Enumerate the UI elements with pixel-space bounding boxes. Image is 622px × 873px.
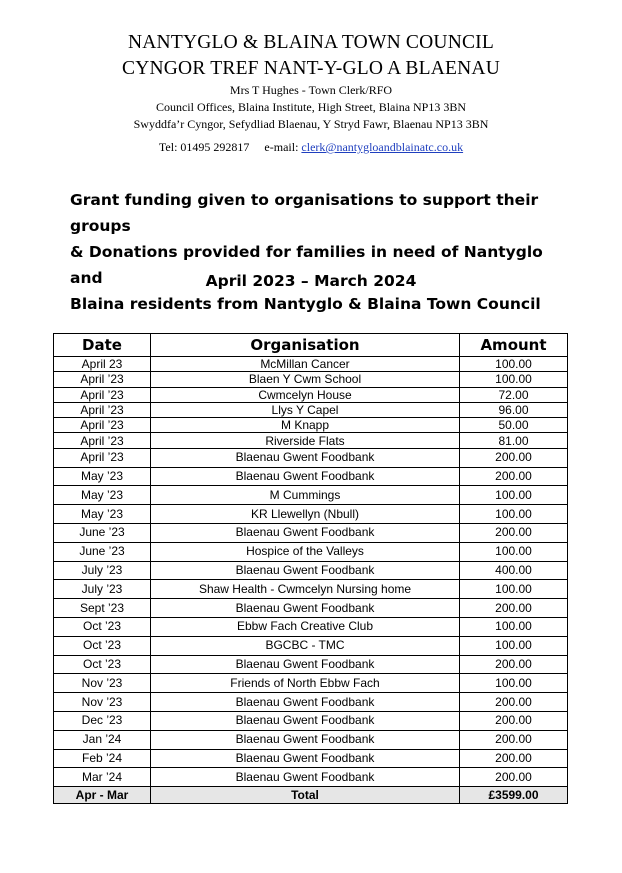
row-date: April ’23 xyxy=(54,418,151,433)
row-organisation: Blaenau Gwent Foodbank xyxy=(151,523,460,542)
row-amount: 100.00 xyxy=(460,505,568,524)
row-amount: 200.00 xyxy=(460,467,568,486)
row-organisation: Ebbw Fach Creative Club xyxy=(151,617,460,636)
row-date: Oct ’23 xyxy=(54,655,151,674)
row-date: Dec ’23 xyxy=(54,711,151,730)
council-name-welsh: CYNGOR TREF NANT-Y-GLO A BLAENAU xyxy=(121,58,500,79)
row-organisation: BGCBC - TMC xyxy=(151,636,460,655)
row-organisation: Llys Y Capel xyxy=(151,402,460,417)
letterhead xyxy=(0,30,622,156)
table-row xyxy=(54,402,568,417)
row-organisation: Riverside Flats xyxy=(151,433,460,448)
row-amount: 100.00 xyxy=(460,542,568,561)
row-organisation: Hospice of the Valleys xyxy=(151,542,460,561)
row-amount: 100.00 xyxy=(460,580,568,599)
header-amount: Amount xyxy=(460,334,568,357)
row-organisation: M Cummings xyxy=(151,486,460,505)
document-heading xyxy=(70,187,570,317)
row-amount: 200.00 xyxy=(460,655,568,674)
table-row xyxy=(54,617,568,636)
row-organisation: Blaenau Gwent Foodbank xyxy=(151,711,460,730)
total-row xyxy=(54,787,568,804)
table-row xyxy=(54,693,568,712)
row-date: May ’23 xyxy=(54,486,151,505)
table-row xyxy=(54,674,568,693)
table-row xyxy=(54,418,568,433)
row-organisation: Friends of North Ebbw Fach xyxy=(151,674,460,693)
row-organisation: Blaen Y Cwm School xyxy=(151,372,460,387)
row-amount: 200.00 xyxy=(460,730,568,749)
table-row xyxy=(54,655,568,674)
row-amount: 100.00 xyxy=(460,357,568,372)
row-date: April ’23 xyxy=(54,433,151,448)
table-row xyxy=(54,599,568,618)
row-date: April ’23 xyxy=(54,387,151,402)
heading-line-3: Blaina residents from Nantyglo & Blaina Town Council xyxy=(70,295,541,313)
table-row xyxy=(54,580,568,599)
header-date: Date xyxy=(54,334,151,357)
table-row xyxy=(54,448,568,467)
contact-line xyxy=(0,139,622,156)
email-link[interactable]: clerk@nantygloandblainatc.co.uk xyxy=(301,140,464,154)
row-organisation: Blaenau Gwent Foodbank xyxy=(151,448,460,467)
table-row xyxy=(54,357,568,372)
row-organisation: Shaw Health - Cwmcelyn Nursing home xyxy=(151,580,460,599)
table-header-row xyxy=(54,334,568,357)
table-row xyxy=(54,433,568,448)
telephone: Tel: 01495 292817 xyxy=(158,140,250,154)
row-date: July ’23 xyxy=(54,561,151,580)
row-amount: 200.00 xyxy=(460,749,568,768)
table-row xyxy=(54,505,568,524)
row-amount: 400.00 xyxy=(460,561,568,580)
row-amount: 100.00 xyxy=(460,372,568,387)
row-amount: 100.00 xyxy=(460,674,568,693)
row-organisation: Blaenau Gwent Foodbank xyxy=(151,655,460,674)
total-amount: £3599.00 xyxy=(460,787,568,804)
row-date: April ’23 xyxy=(54,372,151,387)
header-organisation: Organisation xyxy=(151,334,460,357)
address-english: Council Offices, Blaina Institute, High Street, Blaina NP13 3BN xyxy=(155,100,467,114)
table-row xyxy=(54,523,568,542)
heading-line-1: Grant funding given to organisations to support their groups xyxy=(70,191,539,235)
row-date: Nov ’23 xyxy=(54,674,151,693)
row-organisation: McMillan Cancer xyxy=(151,357,460,372)
row-organisation: Blaenau Gwent Foodbank xyxy=(151,599,460,618)
row-organisation: Blaenau Gwent Foodbank xyxy=(151,730,460,749)
table-row xyxy=(54,730,568,749)
table-row xyxy=(54,467,568,486)
council-name-english: NANTYGLO & BLAINA TOWN COUNCIL xyxy=(127,32,494,53)
row-amount: 96.00 xyxy=(460,402,568,417)
email-label: e-mail: xyxy=(264,140,299,154)
row-organisation: Blaenau Gwent Foodbank xyxy=(151,749,460,768)
row-amount: 100.00 xyxy=(460,486,568,505)
row-date: Mar ’24 xyxy=(54,768,151,787)
table-row xyxy=(54,636,568,655)
row-date: June ’23 xyxy=(54,542,151,561)
row-date: Feb ’24 xyxy=(54,749,151,768)
row-organisation: M Knapp xyxy=(151,418,460,433)
row-amount: 72.00 xyxy=(460,387,568,402)
row-organisation: KR Llewellyn (Nbull) xyxy=(151,505,460,524)
table-row xyxy=(54,749,568,768)
grants-table xyxy=(53,333,568,804)
table-row xyxy=(54,711,568,730)
address-welsh: Swyddfa’r Cyngor, Sefydliad Blaenau, Y Stryd Fawr, Blaenau NP13 3BN xyxy=(133,117,489,131)
row-amount: 200.00 xyxy=(460,448,568,467)
table-row xyxy=(54,387,568,402)
row-amount: 200.00 xyxy=(460,599,568,618)
row-amount: 200.00 xyxy=(460,523,568,542)
row-date: Jan ’24 xyxy=(54,730,151,749)
table-row xyxy=(54,372,568,387)
row-organisation: Blaenau Gwent Foodbank xyxy=(151,467,460,486)
row-date: April ’23 xyxy=(54,448,151,467)
table-row xyxy=(54,768,568,787)
reporting-period: April 2023 – March 2024 xyxy=(205,272,417,290)
total-period: Apr - Mar xyxy=(54,787,151,804)
row-date: Oct ’23 xyxy=(54,617,151,636)
row-organisation: Cwmcelyn House xyxy=(151,387,460,402)
row-date: April ’23 xyxy=(54,402,151,417)
table-row xyxy=(54,561,568,580)
row-date: Sept ’23 xyxy=(54,599,151,618)
row-amount: 200.00 xyxy=(460,711,568,730)
row-date: April 23 xyxy=(54,357,151,372)
row-date: June ’23 xyxy=(54,523,151,542)
table-row xyxy=(54,486,568,505)
row-date: Nov ’23 xyxy=(54,693,151,712)
clerk-name: Mrs T Hughes - Town Clerk/RFO xyxy=(229,83,393,97)
heading-line-2: & Donations provided for families in need of Nantyglo and xyxy=(70,243,543,287)
row-amount: 100.00 xyxy=(460,636,568,655)
row-amount: 81.00 xyxy=(460,433,568,448)
row-organisation: Blaenau Gwent Foodbank xyxy=(151,768,460,787)
row-amount: 200.00 xyxy=(460,768,568,787)
row-organisation: Blaenau Gwent Foodbank xyxy=(151,693,460,712)
row-amount: 200.00 xyxy=(460,693,568,712)
row-organisation: Blaenau Gwent Foodbank xyxy=(151,561,460,580)
table-row xyxy=(54,542,568,561)
total-label: Total xyxy=(151,787,460,804)
row-date: Oct ’23 xyxy=(54,636,151,655)
row-date: May ’23 xyxy=(54,505,151,524)
row-date: July ’23 xyxy=(54,580,151,599)
row-date: May ’23 xyxy=(54,467,151,486)
row-amount: 100.00 xyxy=(460,617,568,636)
row-amount: 50.00 xyxy=(460,418,568,433)
